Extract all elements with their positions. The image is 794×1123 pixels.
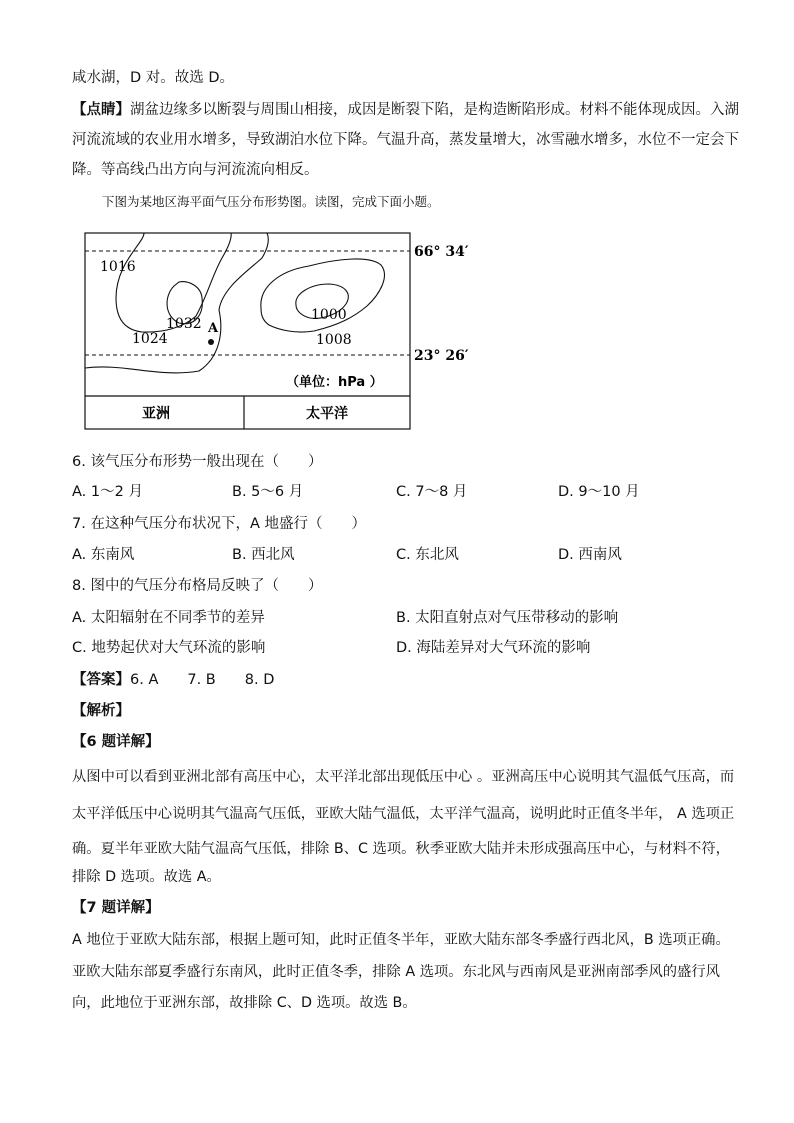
isobar-1016-outer	[85, 233, 268, 373]
question-8-stem: 8. 图中的气压分布格局反映了（ ）	[72, 578, 323, 594]
q6-detail-line: 确。夏半年亚欧大陆气温高气压低，排除 B、C 选项。秋季亚欧大陆并未形成强高压中心，与材料不符，	[72, 841, 730, 857]
q8-option-b: B. 太阳直射点对气压带移动的影响	[396, 610, 619, 626]
q7-detail-line: A 地位于亚欧大陆东部，根据上题可知，此时正值冬半年，亚欧大陆东部冬季盛行西北风，B 选项正确。	[72, 932, 730, 948]
dianjing-tag: 【点睛】	[72, 102, 130, 118]
latitude-top-label: 66° 34′	[414, 244, 469, 260]
q7-option-c: C. 东北风	[396, 547, 459, 563]
q7-option-b: B. 西北风	[232, 547, 295, 563]
q6-option-c: C. 7～8 月	[396, 484, 468, 500]
q6-option-b: B. 5～6 月	[232, 484, 304, 500]
region-asia-label: 亚洲	[142, 406, 170, 422]
answer-line	[72, 670, 274, 690]
q6-detail-tag: 【6 题详解】	[72, 734, 160, 750]
q8-option-d: D. 海陆差异对大气环流的影响	[396, 640, 591, 656]
text-line: 河流流域的农业用水增多，导致湖泊水位下降。气温升高，蒸发量增大，冰雪融水增多，水位不一定会下	[72, 132, 739, 148]
dianjing-line	[72, 100, 739, 120]
text-line: 降。等高线凸出方向与河流流向相反。	[72, 162, 319, 178]
q6-option-a: A. 1～2 月	[72, 484, 143, 500]
isobar-label-1024: 1024	[132, 331, 168, 347]
q6-option-d: D. 9～10 月	[558, 484, 640, 500]
q7-detail-line: 亚欧大陆东部夏季盛行东南风，此时正值冬季，排除 A 选项。东北风与西南风是亚洲南部季风的盛行风	[72, 964, 720, 980]
region-pacific-label: 太平洋	[306, 406, 348, 422]
isobar-label-1000: 1000	[311, 307, 347, 323]
isobar-label-1032: 1032	[166, 316, 202, 332]
q6-detail-line: 太平洋低压中心说明其气温高气压低，亚欧大陆气温低，太平洋气温高，说明此时正值冬半年， A 选项正	[72, 806, 735, 822]
q7-detail-line: 向，此地位于亚洲东部，故排除 C、D 选项。故选 B。	[72, 995, 417, 1011]
unit-label: （单位：hPa ）	[286, 375, 383, 390]
isobar-label-1008: 1008	[316, 332, 352, 348]
answer-tag: 【答案】	[72, 672, 130, 688]
text-line: 咸水湖，D 对。故选 D。	[72, 70, 235, 86]
point-a-dot	[208, 339, 214, 345]
analysis-tag: 【解析】	[72, 703, 130, 719]
point-a-label: A	[208, 321, 219, 336]
q7-option-d: D. 西南风	[558, 547, 622, 563]
q7-detail-tag: 【7 题详解】	[72, 900, 160, 916]
answer-value: 6. A 7. B 8. D	[130, 672, 275, 688]
pressure-map-figure	[84, 228, 469, 430]
q6-detail-line: 从图中可以看到亚洲北部有高压中心，太平洋北部出现低压中心 。亚洲高压中心说明其气温低气压高，而	[72, 769, 735, 785]
question-6-stem: 6. 该气压分布形势一般出现在（ ）	[72, 454, 323, 470]
q8-option-c: C. 地势起伏对大气环流的影响	[72, 640, 266, 656]
latitude-bottom-label: 23° 26′	[414, 348, 469, 364]
q6-detail-line: 排除 D 选项。故选 A。	[72, 869, 221, 885]
q8-option-a: A. 太阳辐射在不同季节的差异	[72, 610, 265, 626]
pressure-map-svg	[84, 228, 469, 430]
question-intro: 下图为某地区海平面气压分布形势图。读图，完成下面小题。	[102, 194, 440, 209]
isobar-label-1016: 1016	[100, 259, 136, 275]
dianjing-text: 湖盆边缘多以断裂与周围山相接，成因是断裂下陷，是构造断陷形成。材料不能体现成因。入湖	[130, 102, 739, 118]
question-7-stem: 7. 在这种气压分布状况下，A 地盛行（ ）	[72, 516, 366, 532]
q7-option-a: A. 东南风	[72, 547, 135, 563]
